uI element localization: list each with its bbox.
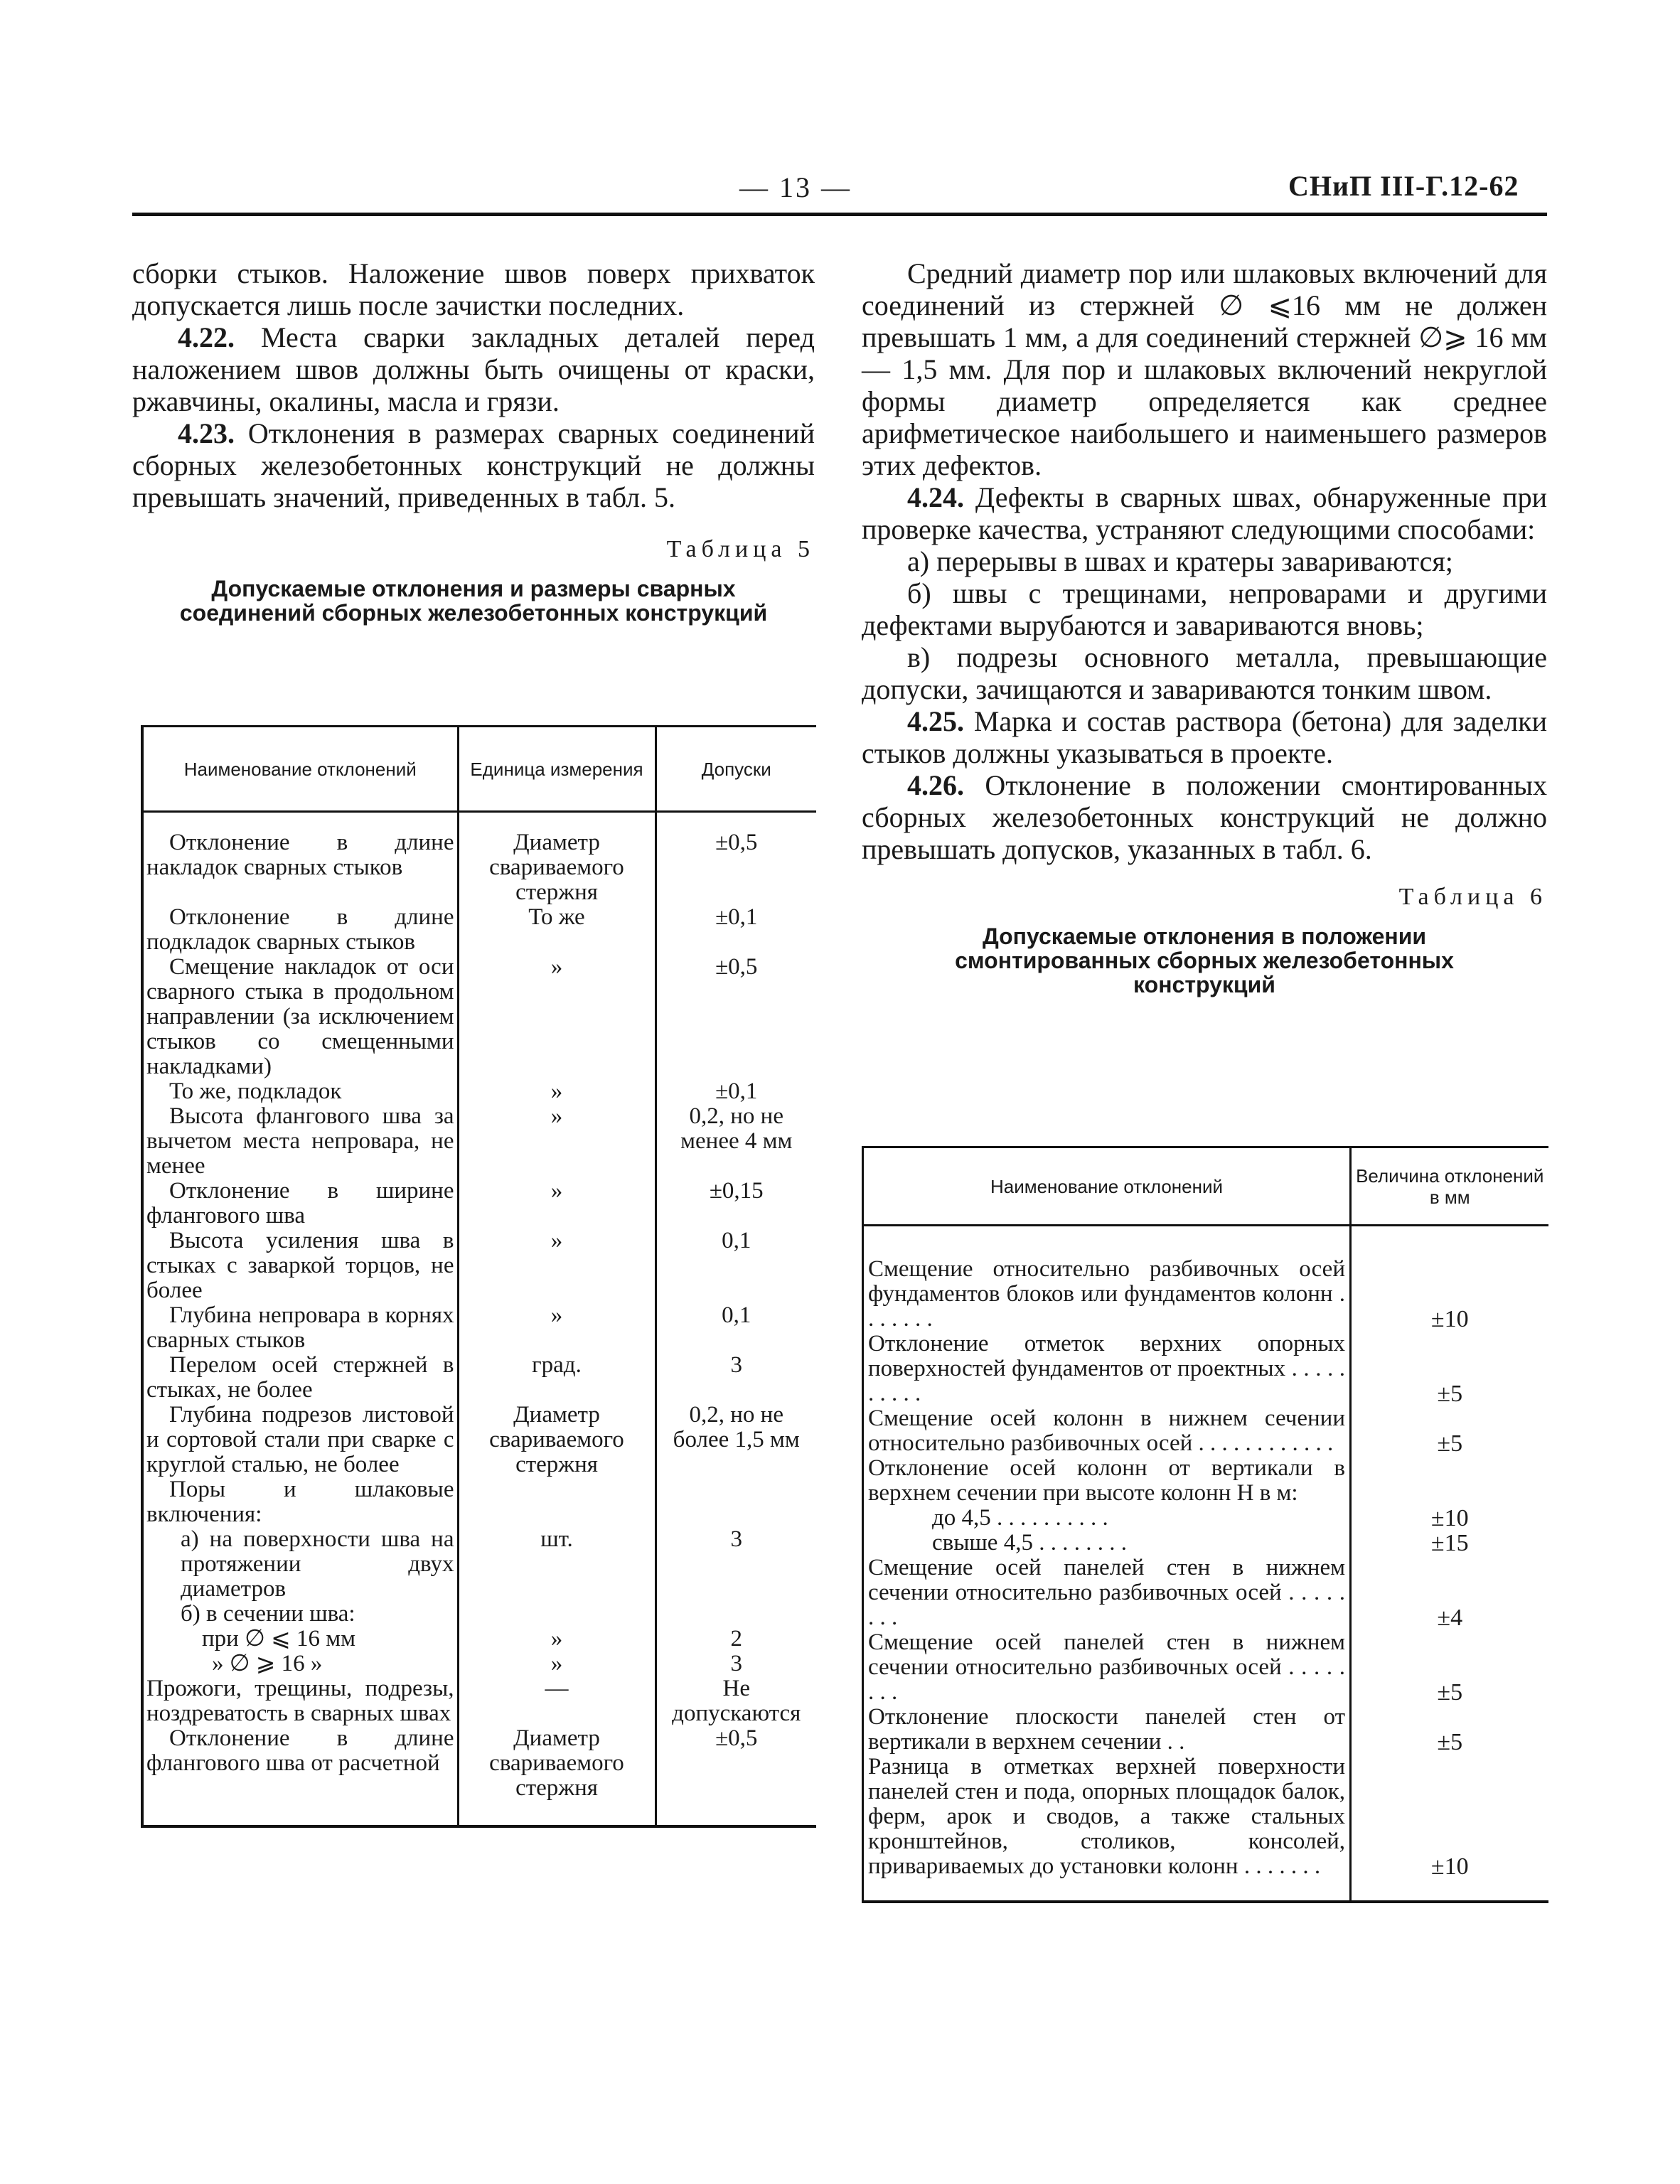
paragraph-4-23 <box>132 417 815 513</box>
right-column <box>862 257 1547 997</box>
cell-unit: шт. <box>458 1527 656 1602</box>
table-5 <box>141 725 816 1828</box>
cell-value: ±5 <box>1351 1630 1548 1705</box>
cell-name: Перелом осей стержней в стыках, не более <box>142 1353 458 1403</box>
cell-tolerance: 3 <box>656 1652 816 1676</box>
cell-value: ±10 <box>1351 1506 1548 1531</box>
paragraph-text: Дефекты в сварных швах, обнаруженные при проверке качества, устраняют следующими способами: <box>862 481 1547 545</box>
cell-tolerance: Не допускаются <box>656 1676 816 1726</box>
cell-unit: » <box>458 1228 656 1303</box>
table-6 <box>862 1146 1548 1903</box>
cell-name: Отклонение плоскости панелей стен от вертикали в верхнем сечении . . <box>863 1705 1351 1755</box>
table-row <box>142 1652 816 1676</box>
cell-unit: То же <box>458 905 656 955</box>
cell-name: Разница в отметках верхней поверхности панелей стен и пода, опорных площадок балок, ферм, арок и сводов, а также стальных кронштейнов, столиков, консолей, привариваемых до установки колонн . . . . . . . <box>863 1755 1351 1902</box>
cell-name: при ∅ ⩽ 16 мм <box>142 1627 458 1652</box>
column-header: Наименование отклонений <box>142 727 458 812</box>
cell-tolerance: 0,1 <box>656 1228 816 1303</box>
cell-name: Смещение относительно разбивочных осей фундаментов блоков или фундаментов колонн . . . . . . . <box>863 1257 1351 1332</box>
cell-unit: » <box>458 1303 656 1353</box>
cell-name: Смещение осей колонн в нижнем сечении относительно разбивочных осей . . . . . . . . . . . . <box>863 1406 1351 1456</box>
cell-unit <box>458 1602 656 1627</box>
table-row <box>863 1506 1548 1531</box>
cell-value: ±5 <box>1351 1332 1548 1406</box>
cell-name: Отклонение в длине накладок сварных стыков <box>142 830 458 905</box>
cell-tolerance: ±0,5 <box>656 1726 816 1826</box>
cell-name: Поры и шлаковые включения: <box>142 1477 458 1527</box>
table-row <box>863 1406 1548 1456</box>
table-row <box>142 905 816 955</box>
cell-tolerance: ±0,5 <box>656 830 816 905</box>
paragraph-4-24 <box>862 481 1547 545</box>
table-6-title: Допускаемые отклонения в положении смонтированных сборных железобетонных конструкций <box>955 924 1454 997</box>
cell-value: ±10 <box>1351 1257 1548 1332</box>
cell-name: Отклонение отметок верхних опорных поверхностей фундаментов от проектных . . . . . . . . . . <box>863 1332 1351 1406</box>
table-row <box>142 830 816 905</box>
left-column <box>132 257 815 625</box>
cell-name: Отклонение в ширине флангового шва <box>142 1179 458 1228</box>
table-row <box>142 1228 816 1303</box>
cell-tolerance: 2 <box>656 1627 816 1652</box>
paragraph: сборки стыков. Наложение швов поверх прихваток допускается лишь после зачистки последних. <box>132 257 815 321</box>
cell-unit: » <box>458 1179 656 1228</box>
cell-unit: » <box>458 1104 656 1179</box>
table-header-row <box>863 1147 1548 1226</box>
paragraph: Средний диаметр пор или шлаковых включений для соединений из стержней ∅ ⩽16 мм не должен превышать 1 мм, а для соединений стержней ∅⩾ 16 мм — 1,5 мм. Для пор и шлаковых включений некруглой формы диаметр определяется как среднее арифметическое наибольшего и наименьшего размеров этих дефектов. <box>862 257 1547 481</box>
paragraph-4-22 <box>132 321 815 417</box>
cell-unit: » <box>458 1652 656 1676</box>
cell-name: То же, подкладок <box>142 1079 458 1104</box>
cell-name: а) на поверхности шва на протяжении двух диаметров <box>142 1527 458 1602</box>
cell-tolerance: ±0,1 <box>656 1079 816 1104</box>
table-row <box>863 1332 1548 1406</box>
table-row <box>142 1726 816 1826</box>
cell-unit: » <box>458 1627 656 1652</box>
cell-name: Отклонение в длине флангового шва от расчетной <box>142 1726 458 1826</box>
cell-unit: Диаметр свариваемого стержня <box>458 1403 656 1477</box>
table-6-caption: Таблица 6 <box>1398 884 1547 910</box>
table-5-title: Допускаемые отклонения и размеры сварных соединений сборных железобетонных конструкций <box>179 576 768 626</box>
paragraph-text: Отклонение в положении смонтированных сборных железобетонных конструкций не должно превышать допусков, указанных в табл. 6. <box>862 769 1547 865</box>
cell-name: Глубина непровара в корнях сварных стыков <box>142 1303 458 1353</box>
cell-name: » ∅ ⩾ 16 » <box>142 1652 458 1676</box>
clause-number: 4.25. <box>907 705 964 737</box>
list-item: в) подрезы основного металла, превышающие допуски, зачищаются и завариваются тонким швом. <box>862 641 1547 705</box>
cell-unit: » <box>458 1079 656 1104</box>
clause-number: 4.26. <box>907 769 964 801</box>
cell-value <box>1351 1456 1548 1506</box>
paragraph-4-25 <box>862 705 1547 769</box>
table-row <box>142 1079 816 1104</box>
cell-value: ±15 <box>1351 1531 1548 1556</box>
cell-tolerance: 0,2, но не более 1,5 мм <box>656 1403 816 1477</box>
cell-name: б) в сечении шва: <box>142 1602 458 1627</box>
cell-name: Высота флангового шва за вычетом места непровара, не менее <box>142 1104 458 1179</box>
column-header: Допуски <box>656 727 816 812</box>
clause-number: 4.23. <box>178 417 235 449</box>
cell-unit: Диаметр свариваемого стержня <box>458 830 656 905</box>
table-row <box>142 955 816 1079</box>
list-item: б) швы с трещинами, непроварами и другими дефектами вырубаются и завариваются вновь; <box>862 577 1547 641</box>
table-row <box>142 1353 816 1403</box>
cell-unit: Диаметр свариваемого стержня <box>458 1726 656 1826</box>
cell-unit: — <box>458 1676 656 1726</box>
cell-name: свыше 4,5 . . . . . . . . <box>863 1531 1351 1556</box>
cell-unit <box>458 1477 656 1527</box>
cell-tolerance: 0,1 <box>656 1303 816 1353</box>
cell-value: ±5 <box>1351 1705 1548 1755</box>
document-code: СНиП III-Г.12-62 <box>1288 170 1519 202</box>
cell-value: ±4 <box>1351 1556 1548 1630</box>
list-item: а) перерывы в швах и кратеры завариваются; <box>907 545 1453 577</box>
cell-name: Высота усиления шва в стыках с заваркой торцов, не более <box>142 1228 458 1303</box>
table-row <box>863 1556 1548 1630</box>
column-header: Единица измерения <box>458 727 656 812</box>
column-header: Наименование отклонений <box>863 1147 1351 1226</box>
cell-value: ±10 <box>1351 1755 1548 1902</box>
column-header: Величина отклонений в мм <box>1351 1147 1548 1226</box>
cell-name: до 4,5 . . . . . . . . . . <box>863 1506 1351 1531</box>
cell-name: Прожоги, трещины, подрезы, ноздреватость в сварных швах <box>142 1676 458 1726</box>
table-row <box>863 1630 1548 1705</box>
table-row <box>863 1531 1548 1556</box>
cell-value: ±5 <box>1351 1406 1548 1456</box>
page-number: — 13 — <box>739 171 852 203</box>
table-row <box>863 1705 1548 1755</box>
cell-tolerance: 3 <box>656 1527 816 1602</box>
table-row <box>142 1527 816 1602</box>
paragraph-text: Места сварки закладных деталей перед наложением швов должны быть очищены от краски, ржавчины, окалины, масла и грязи. <box>132 321 815 417</box>
cell-tolerance: ±0,15 <box>656 1179 816 1228</box>
table-row <box>142 1477 816 1527</box>
cell-name: Смещение осей панелей стен в нижнем сечении относительно разбивочных осей . . . . . . . . <box>863 1630 1351 1705</box>
cell-name: Смещение накладок от оси сварного стыка в продольном направлении (за исключением стыков со смещенными накладками) <box>142 955 458 1079</box>
table-row <box>142 1303 816 1353</box>
cell-unit: град. <box>458 1353 656 1403</box>
cell-tolerance: 3 <box>656 1353 816 1403</box>
table-row <box>142 1676 816 1726</box>
clause-number: 4.24. <box>907 481 964 513</box>
cell-tolerance: ±0,5 <box>656 955 816 1079</box>
table-row <box>142 1602 816 1627</box>
cell-name: Глубина подрезов листовой и сортовой стали при сварке с круглой сталью, не более <box>142 1403 458 1477</box>
cell-unit: » <box>458 955 656 1079</box>
paragraph-text: Отклонения в размерах сварных соединений сборных железобетонных конструкций не должны превышать значений, приведенных в табл. 5. <box>132 417 815 513</box>
cell-name: Отклонение осей колонн от вертикали в верхнем сечении при высоте колонн H в м: <box>863 1456 1351 1506</box>
table-row <box>142 1179 816 1228</box>
cell-tolerance <box>656 1477 816 1527</box>
table-row <box>863 1755 1548 1902</box>
table-header-row <box>142 727 816 812</box>
cell-tolerance: ±0,1 <box>656 905 816 955</box>
paragraph-4-26 <box>862 769 1547 865</box>
paragraph-text: Марка и состав раствора (бетона) для заделки стыков должны указываться в проекте. <box>862 705 1547 769</box>
clause-number: 4.22. <box>178 321 235 353</box>
table-row <box>863 1456 1548 1506</box>
cell-tolerance <box>656 1602 816 1627</box>
table-row <box>863 1257 1548 1332</box>
table-row <box>142 1104 816 1179</box>
table-5-caption: Таблица 5 <box>666 536 815 562</box>
table-row <box>142 1627 816 1652</box>
cell-name: Отклонение в длине подкладок сварных стыков <box>142 905 458 955</box>
cell-name: Смещение осей панелей стен в нижнем сечении относительно разбивочных осей . . . . . . . . <box>863 1556 1351 1630</box>
header-rule <box>132 213 1547 216</box>
cell-tolerance: 0,2, но не менее 4 мм <box>656 1104 816 1179</box>
table-row <box>142 1403 816 1477</box>
